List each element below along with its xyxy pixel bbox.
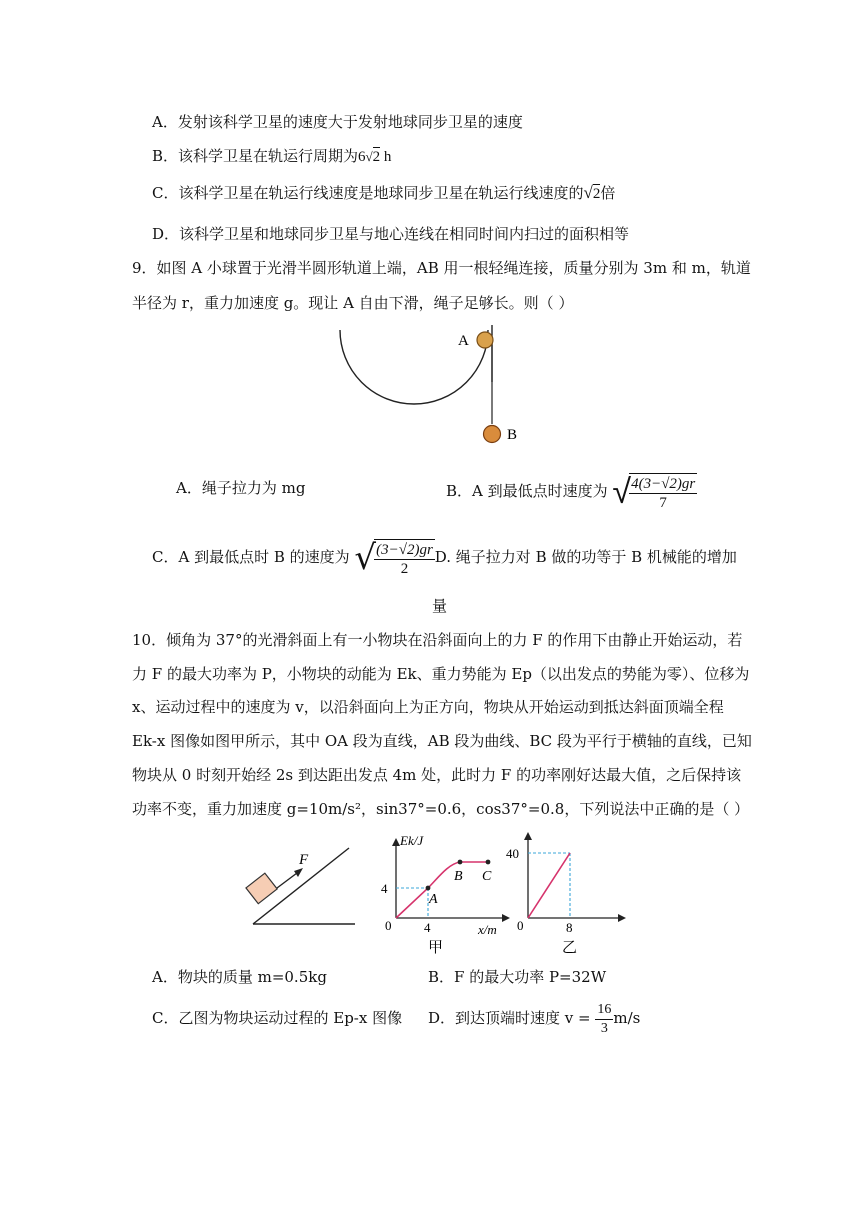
q8-option-b-coef: 6 xyxy=(358,149,366,165)
block xyxy=(246,873,277,904)
y-tick-4: 4 xyxy=(381,881,388,896)
y-axis-label: Ek/J xyxy=(400,833,424,848)
q10-stem-line-6: 功率不变，重力加速度 g=10m/s²，sin37°=0.6，cos37°=0.8，下列说法中正确的是（ ） xyxy=(132,800,750,818)
q10-option-d-denominator: 3 xyxy=(600,1020,608,1036)
q10-option-c: C．乙图为物块运动过程的 Ep-x 图像 xyxy=(152,1009,403,1027)
q10-option-d-numerator: 16 xyxy=(595,1001,613,1020)
q8-option-b-unit: h xyxy=(380,149,392,165)
x-tick-8: 8 xyxy=(566,920,573,935)
q10-option-d-fraction xyxy=(595,1001,613,1038)
point-c-dot xyxy=(486,860,491,865)
q10-stem-line-1: 10．倾角为 37°的光滑斜面上有一小物块在沿斜面向上的力 F 的作用下由静止开始运动，若 xyxy=(132,631,743,649)
q8-option-b-period xyxy=(358,149,391,165)
q9-option-c xyxy=(152,532,737,582)
q10-option-a: A．物块的质量 m=0.5kg xyxy=(152,968,327,986)
q9-option-d-continuation: 量 xyxy=(432,597,448,615)
x-axis-label: x/m xyxy=(478,922,497,937)
graph-jia-caption: 甲 xyxy=(428,940,444,956)
point-a-label: A xyxy=(429,892,438,907)
q9-option-b-fraction xyxy=(629,473,697,512)
x-tick-4: 4 xyxy=(424,920,431,935)
point-c-label: C xyxy=(482,869,492,884)
origin-label: 0 xyxy=(517,918,524,933)
q9-option-b-text: B．A 到最低点时速度为 xyxy=(446,482,608,500)
q8-option-c-radicand: 2 xyxy=(592,186,601,202)
q8-option-b xyxy=(152,146,391,167)
point-b-dot xyxy=(458,860,463,865)
q8-option-c-ratio xyxy=(583,183,601,202)
q10-option-d-text: D．到达顶端时速度 v = xyxy=(428,1009,591,1027)
q9-option-c-fraction xyxy=(374,539,435,578)
q9-option-c-denominator: 2 xyxy=(400,560,409,577)
sqrt-sign: √ xyxy=(365,149,373,164)
force-label: F xyxy=(299,852,309,868)
q9-option-b xyxy=(446,466,697,516)
q8-option-a: A．发射该科学卫星的速度大于发射地球同步卫星的速度 xyxy=(152,113,523,131)
graph-yi xyxy=(500,830,630,958)
x-axis-arrow xyxy=(618,914,626,922)
y-axis-arrow xyxy=(392,838,400,846)
graph-yi-caption: 乙 xyxy=(562,940,578,956)
q9-stem-line-2: 半径为 r，重力加速度 g。现让 A 自由下滑，绳子足够长。则（ ） xyxy=(132,294,574,312)
sqrt-sign: √ xyxy=(612,472,632,512)
y-axis-arrow xyxy=(524,832,532,840)
q10-option-d-unit: m/s xyxy=(613,1009,641,1027)
q10-option-d xyxy=(428,996,640,1040)
point-b-label: B xyxy=(454,869,463,884)
q9-option-c-text: C．A 到最低点时 B 的速度为 xyxy=(152,548,350,566)
q9-option-b-denominator: 7 xyxy=(659,494,667,511)
q9-option-c-numerator: (3−√2)gr xyxy=(376,541,433,558)
q8-option-c xyxy=(152,183,615,204)
label-a: A xyxy=(458,333,469,349)
q10-stem-line-2: 力 F 的最大功率为 P，小物块的动能为 Ek、重力势能为 Ep（以出发点的势能为零）、位移为 xyxy=(132,665,750,683)
q8-option-b-radicand: 2 xyxy=(372,149,381,165)
sqrt-sign: √ xyxy=(583,183,593,202)
incline-figure xyxy=(245,840,365,930)
yi-line xyxy=(528,853,570,918)
graph-jia xyxy=(378,830,518,958)
q8-option-c-text: C．该科学卫星在轨运行线速度是地球同步卫星在轨运行线速度的 xyxy=(152,184,584,202)
q9-option-d: D. 绳子拉力对 B 做的功等于 B 机械能的增加 xyxy=(434,548,737,566)
label-b: B xyxy=(507,427,518,443)
point-a-dot xyxy=(426,886,431,891)
y-tick-40: 40 xyxy=(506,846,519,861)
q9-option-b-numerator: 4(3−√2)gr xyxy=(631,475,696,492)
q10-stem-line-5: 物块从 0 时刻开始经 2s 到达距出发点 4m 处，此时力 F 的功率刚好达最大值，之后保持该 xyxy=(132,766,742,784)
ball-b xyxy=(484,426,501,443)
origin-label: 0 xyxy=(385,918,392,933)
ball-a xyxy=(477,332,493,348)
q10-option-b: B．F 的最大功率 P=32W xyxy=(428,968,607,986)
q8-option-c-tail: 倍 xyxy=(600,184,616,202)
ek-curve xyxy=(396,862,488,918)
q10-stem-line-4: Ek-x 图像如图甲所示，其中 OA 段为直线，AB 段为曲线、BC 段为平行于横轴的直线，已知 xyxy=(132,732,752,750)
q9-option-a: A．绳子拉力为 mg xyxy=(176,479,306,497)
q8-option-b-text: B．该科学卫星在轨运行周期为 xyxy=(152,147,359,165)
q10-stem-line-3: x、运动过程中的速度为 v，以沿斜面向上为正方向，物块从开始运动到抵达斜面顶端全程 xyxy=(132,698,724,716)
q9-stem-line-1: 9．如图 A 小球置于光滑半圆形轨道上端，AB 用一根轻绳连接，质量分别为 3m 和 m，轨道 xyxy=(132,259,751,277)
q9-track-figure xyxy=(330,320,540,450)
force-arrow-head xyxy=(294,868,303,877)
sqrt-sign: √ xyxy=(354,538,377,578)
q8-option-d: D．该科学卫星和地球同步卫星与地心连线在相同时间内扫过的面积相等 xyxy=(152,225,630,243)
